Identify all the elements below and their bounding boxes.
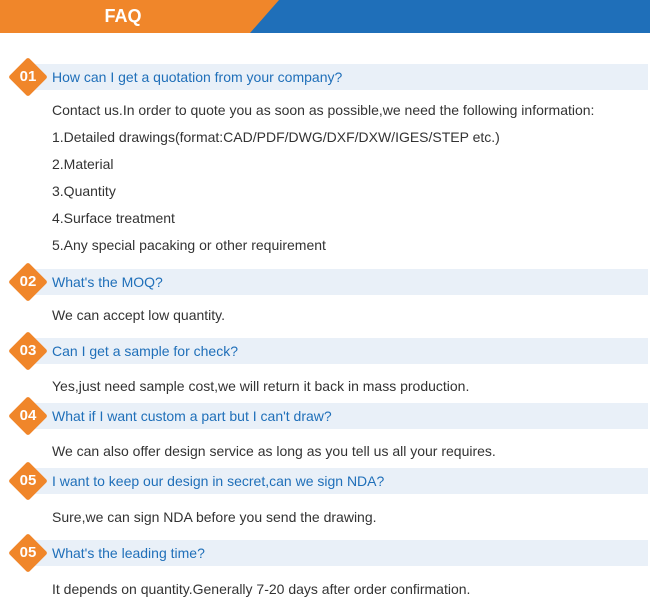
- question-number: 02: [19, 273, 37, 290]
- answer-line: 1.Detailed drawings(format:CAD/PDF/DWG/DXF/DXW/IGES/STEP etc.): [52, 129, 500, 145]
- answer-line: We can also offer design service as long as you tell us all your requires.: [52, 443, 496, 459]
- answer-line: 4.Surface treatment: [52, 210, 175, 226]
- answer-line: Sure,we can sign NDA before you send the drawing.: [52, 509, 377, 525]
- answer-line: Yes,just need sample cost,we will return it back in mass production.: [52, 378, 470, 394]
- faq-question-1[interactable]: [10, 64, 648, 90]
- page-title: FAQ: [104, 6, 142, 26]
- question-number: 03: [19, 342, 37, 359]
- answer-line: 3.Quantity: [52, 183, 116, 199]
- question-text: What's the MOQ?: [52, 274, 163, 290]
- question-number: 04: [19, 407, 37, 424]
- faq-question-4[interactable]: [10, 403, 648, 429]
- question-text: What's the leading time?: [52, 545, 205, 561]
- answer-line: It depends on quantity.Generally 7-20 days after order confirmation.: [52, 581, 471, 597]
- question-text: I want to keep our design in secret,can we sign NDA?: [52, 473, 385, 489]
- question-text: What if I want custom a part but I can't draw?: [52, 408, 332, 424]
- question-number: 05: [19, 544, 37, 561]
- faq-question-5[interactable]: [10, 468, 648, 494]
- answer-line: Contact us.In order to quote you as soon as possible,we need the following information:: [52, 102, 595, 118]
- question-number: 01: [19, 68, 37, 85]
- faq-question-2[interactable]: [10, 269, 648, 295]
- faq-question-6[interactable]: [10, 540, 648, 566]
- answer-line: 5.Any special pacaking or other requirement: [52, 237, 326, 253]
- faq-question-3[interactable]: [10, 338, 648, 364]
- answer-line: 2.Material: [52, 156, 114, 172]
- question-number: 05: [19, 472, 37, 489]
- question-text: Can I get a sample for check?: [52, 343, 238, 359]
- question-text: How can I get a quotation from your company?: [52, 69, 343, 85]
- answer-line: We can accept low quantity.: [52, 307, 226, 323]
